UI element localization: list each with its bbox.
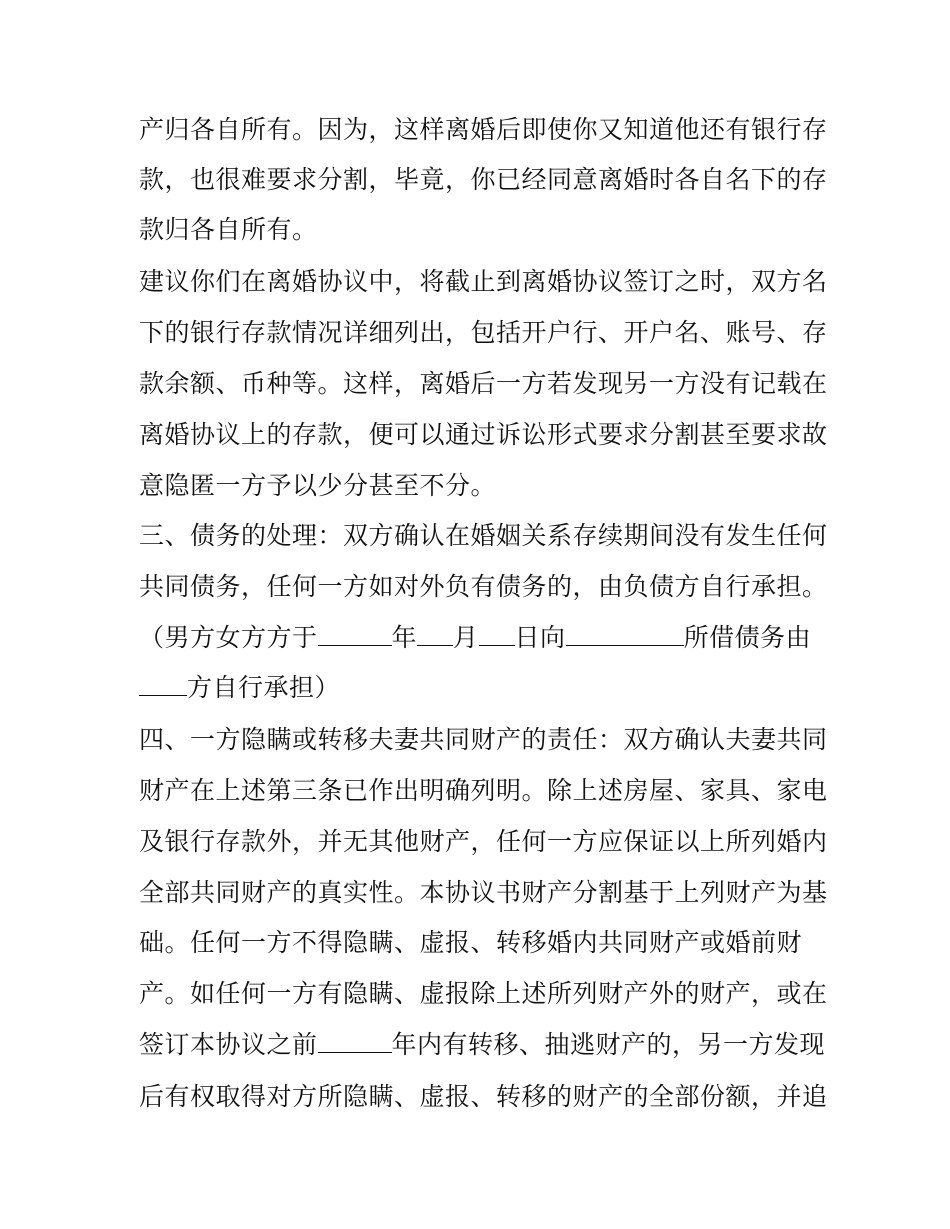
text-line: 及银行存款外，并无其他财产，任何一方应保证以上所列婚内 <box>139 827 828 856</box>
debt-text-4: 日向 <box>514 623 566 652</box>
text-line: 产。如任何一方有隐瞒、虚报除上述所列财产外的财产，或在 <box>139 979 828 1008</box>
text-line: 三、债务的处理：双方确认在婚姻关系存续期间没有发生任何 <box>139 521 828 550</box>
transfer-text-1: 签订本协议之前 <box>139 1030 318 1059</box>
text-line: 共同债务，任何一方如对外负有债务的，由负债方自行承担。 <box>139 572 828 601</box>
transfer-fill-line <box>139 1025 826 1065</box>
text-line: 建议你们在离婚协议中，将截止到离婚协议签订之时，双方名 <box>139 267 828 296</box>
blank-creditor-field <box>566 619 684 646</box>
blank-month-field <box>417 619 453 646</box>
debt-text-2: 年 <box>391 623 418 652</box>
text-line: 离婚协议上的存款，便可以通过诉讼形式要求分割甚至要求故 <box>139 420 828 449</box>
text-line: 础。任何一方不得隐瞒、虚报、转移婚内共同财产或婚前财 <box>139 928 803 957</box>
text-line: 后有权取得对方所隐瞒、虚报、转移的财产的全部份额，并追 <box>139 1082 828 1111</box>
text-line: 款，也很难要求分割，毕竟，你已经同意离婚时各自名下的存 <box>139 165 828 194</box>
text-line: 四、一方隐瞒或转移夫妻共同财产的责任：双方确认夫妻共同 <box>139 725 828 754</box>
blank-day-field <box>479 619 515 646</box>
blank-years-field <box>318 1026 392 1053</box>
text-line: 意隐匿一方予以少分甚至不分。 <box>139 471 497 500</box>
text-line: 全部共同财产的真实性。本协议书财产分割基于上列财产为基 <box>139 878 828 907</box>
debt-text-3: 月 <box>453 623 479 652</box>
debt-text-5: 所借债务由 <box>683 623 812 652</box>
text-line: 下的银行存款情况详细列出，包括开户行、开户名、账号、存 <box>139 318 828 347</box>
debt-fill-line <box>139 618 819 658</box>
debt-text-1: （男方女方方于 <box>139 623 318 652</box>
text-line: 款余额、币种等。这样，离婚后一方若发现另一方没有记载在 <box>139 369 828 398</box>
text-line: 财产在上述第三条已作出明确列明。除上述房屋、家具、家电 <box>139 776 828 805</box>
debt-fill-line-2 <box>139 668 819 708</box>
blank-year-field <box>318 619 392 646</box>
text-line: 款归各自所有。 <box>139 215 318 244</box>
blank-party-field <box>139 669 187 696</box>
debt-text-6: 方自行承担） <box>187 673 341 702</box>
text-line: 产归各自所有。因为，这样离婚后即使你又知道他还有银行存 <box>139 115 828 144</box>
transfer-text-2: 年内有转移、抽逃财产的，另一方发现 <box>391 1030 826 1059</box>
